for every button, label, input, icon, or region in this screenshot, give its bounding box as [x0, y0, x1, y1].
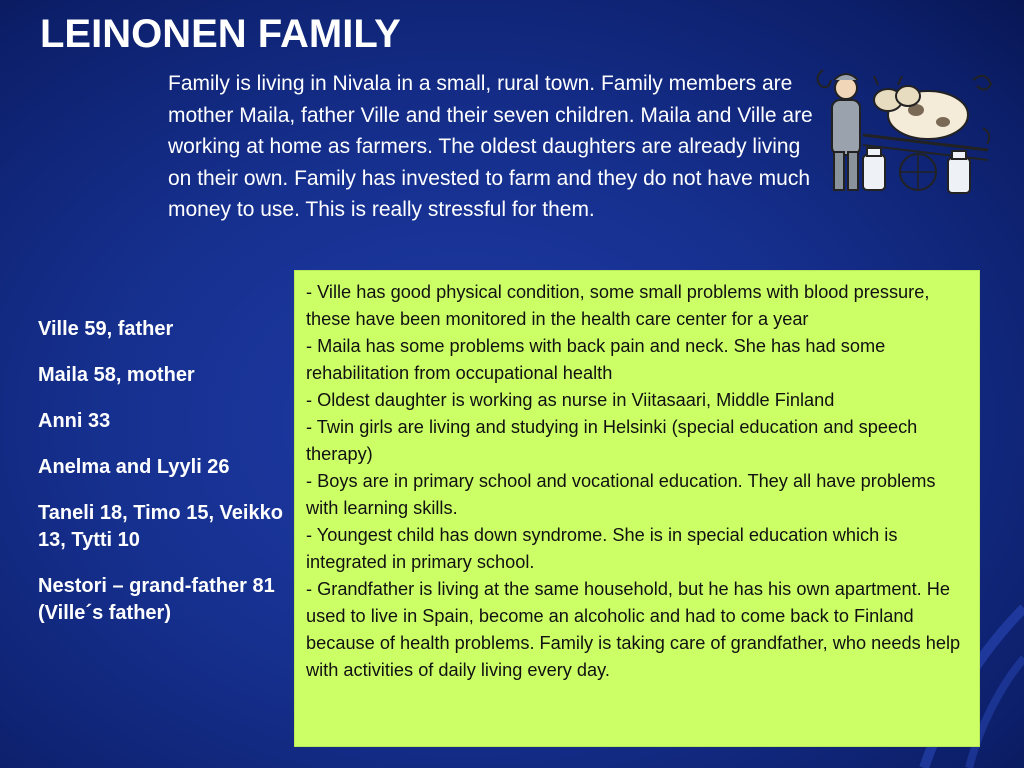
intro-paragraph: Family is living in Nivala in a small, rural town. Family members are mother Maila, father Ville and their seven children. Maila and Ville are working at home as farmers. The oldest daughters are already living on their own. Family has invested to farm and they do not have much money to use. This is really stressful for them.	[168, 72, 813, 221]
note-item: - Boys are in primary school and vocational education. They all have problems with learning skills.	[306, 471, 936, 518]
member-item: Maila 58, mother	[38, 364, 195, 386]
member-item: Ville 59, father	[38, 318, 174, 340]
member-item: Taneli 18, Timo 15, Veikko 13, Tytti 10	[38, 502, 283, 551]
member-item: Anelma and Lyyli 26	[38, 456, 230, 478]
slide-title: LEINONEN FAMILY	[40, 12, 401, 56]
family-members-list	[38, 316, 293, 646]
health-notes-box	[294, 270, 980, 747]
note-item: - Grandfather is living at the same household, but he has his own apartment. He used to live in Spain, become an alcoholic and had to come back to Finland because of health problems. Family is taking care of grandfather, who needs help with activities of daily living every day.	[306, 579, 961, 680]
member-item: Nestori – grand-father 81 (Ville´s father)	[38, 575, 275, 624]
note-item: - Twin girls are living and studying in Helsinki (special education and speech therapy)	[306, 417, 918, 464]
note-item: - Ville has good physical condition, some small problems with blood pressure, these have been monitored in the health care center for a year	[306, 282, 930, 329]
member-item: Anni 33	[38, 410, 111, 432]
note-item: - Maila has some problems with back pain and neck. She has had some rehabilitation from occupational health	[306, 336, 886, 383]
note-item: - Oldest daughter is working as nurse in Viitasaari, Middle Finland	[306, 390, 835, 410]
farmer-with-cows-and-milk-cans-icon	[808, 40, 998, 200]
note-item: - Youngest child has down syndrome. She is in special education which is integrated in primary school.	[306, 525, 898, 572]
